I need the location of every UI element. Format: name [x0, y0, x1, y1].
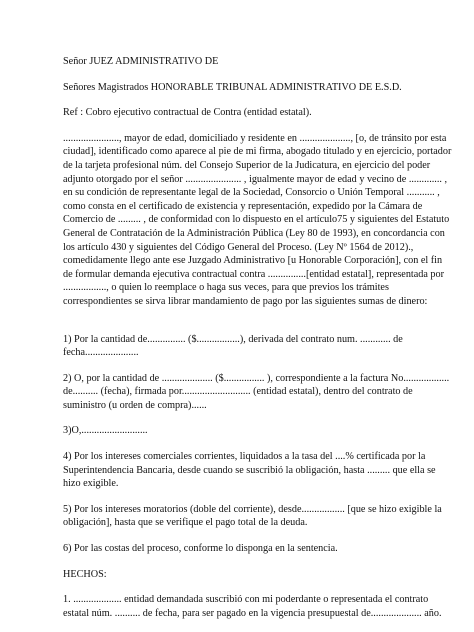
addressee-magistrates: Señores Magistrados HONORABLE TRIBUNAL ADMINISTRATIVO DE E.S.D.	[63, 81, 402, 93]
claim-item-6: 6) Por las costas del proceso, conforme lo disponga en la sentencia.	[63, 543, 338, 555]
claim-item-5: 5) Por los intereses moratorios (doble del corriente), desde................. [que se hizo exigible la obligación], hasta que se verifique el pago total de la deuda.	[63, 503, 442, 529]
hechos-item-1: 1. ................... entidad demandada suscribió con mi poderdante o representada el contrato estatal núm. .......... de fecha, para ser pagado en la vigencia presupuestal de.................... año.	[63, 594, 442, 619]
claim-item-4: 4) Por los intereses comerciales corrientes, liquidados a la tasa del ....% certificada por la Superintendencia Bancaria, desde cuando se suscribió la obligación, hasta ......... que ella se hizo exigible.	[63, 451, 436, 490]
claim-item-1: 1) Por la cantidad de............... ($.................), derivada del contrato num. ............ de fecha.....................	[63, 333, 403, 359]
hechos-heading: HECHOS:	[63, 568, 107, 580]
intro-paragraph: ......................, mayor de edad, domiciliado y residente en ...................., [o, de tránsito por esta ciudad], identificado como aparece al pie de mi firma, abogado titulado y en ejercicio, portador de la tarjeta profesional núm. del Consejo Superior de la Judicatura, en ejercicio del poder adjunto otorgado por el señor ...................... , igualmente mayor de edad y vecino de ............. , en su condición de representante legal de la Sociedad, Consorcio o Unión Temporal ........... , como consta en el certificado de existencia y representación, expedido por la Cámara de Comercio de ......... , de conformidad con lo dispuesto en el artículo75 y siguientes del Estatuto General de Contratación de la Administración Pública (Ley 80 de 1993), en concordancia con los artículo 430 y siguientes del Código General del Proceso. (Ley Nº 1564 de 2012)., comedidamente llego ante ese Juzgado Administrativo [u Honorable Corporación], con el fin de formular demanda ejecutiva contractual contra ...............[entidad estatal], representada por ................., o quien lo reemplace o haga sus veces, para que previos los trámites correspondientes se sirva librar mandamiento de pago por las siguientes sumas de dinero:	[63, 132, 452, 307]
addressee-judge: Señor JUEZ ADMINISTRATIVO DE	[63, 56, 219, 67]
claim-item-3: 3)O,..........................	[63, 425, 148, 437]
reference-line: Ref : Cobro ejecutivo contractual de Contra (entidad estatal).	[63, 107, 312, 119]
claim-item-2: 2) O, por la cantidad de .................... ($................ ), correspondiente a la factura No.................. de.......... (fecha), firmada por........................... (entidad estatal), dentro del contrato de suministro (u orden de compra)......	[63, 372, 450, 411]
